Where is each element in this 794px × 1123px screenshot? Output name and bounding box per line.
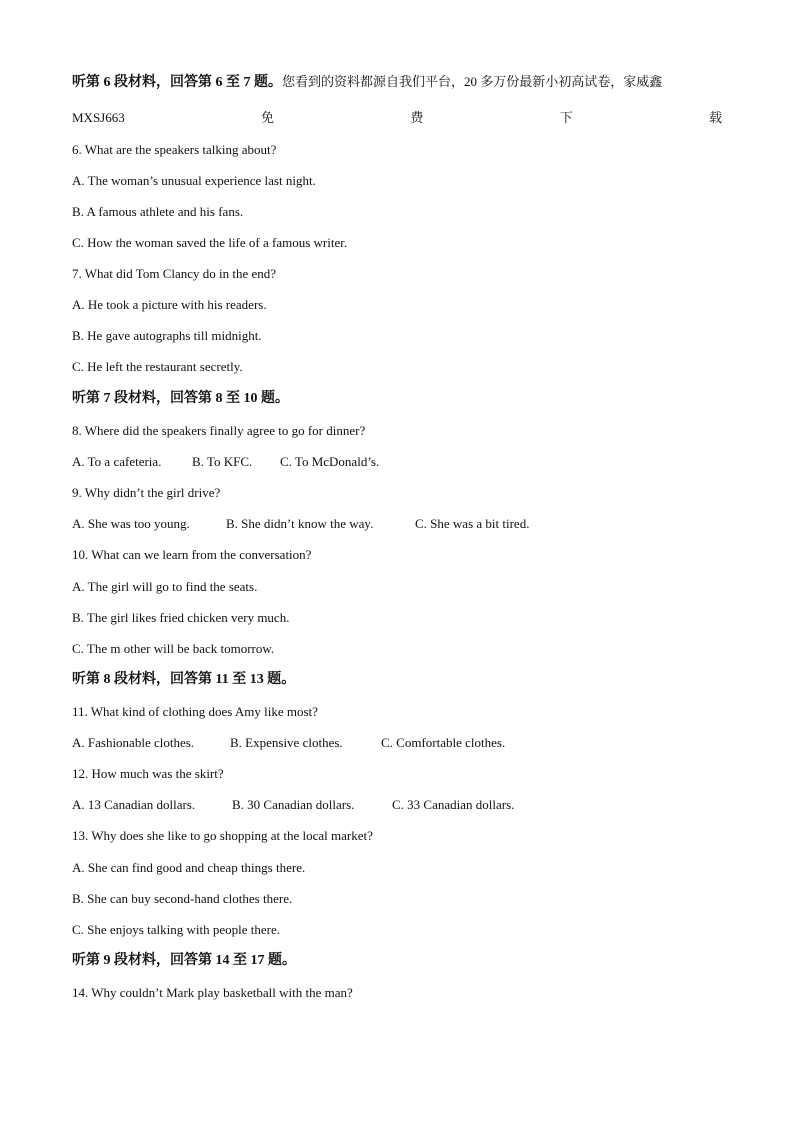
option-b: B. To KFC.: [192, 454, 253, 469]
option-a: A. The woman’s unusual experience last night.: [72, 173, 316, 188]
option-b: B. The girl likes fried chicken very much.: [72, 610, 290, 625]
options-row: [72, 516, 529, 532]
option-a: A. 13 Canadian dollars.: [72, 797, 196, 812]
question-text: 7. What did Tom Clancy do in the end?: [72, 266, 277, 281]
option-b: B. Expensive clothes.: [230, 735, 343, 750]
promo-char: 免: [261, 110, 275, 125]
option-a: A. To a cafeteria.: [72, 454, 162, 469]
question-text: 13. Why does she like to go shopping at the local market?: [72, 828, 373, 843]
option-b: B. A famous athlete and his fans.: [72, 204, 244, 219]
option-c: C. She enjoys talking with people there.: [72, 922, 280, 937]
option-b: B. He gave autographs till midnight.: [72, 328, 262, 343]
options-row: [72, 454, 379, 470]
option-c: C. Comfortable clothes.: [381, 735, 506, 750]
section-heading: 听第 8 段材料，回答第 11 至 13 题。: [72, 672, 296, 687]
promo-char: 载: [708, 110, 722, 125]
promo-line: [72, 110, 722, 126]
section-heading: 听第 9 段材料，回答第 14 至 17 题。: [72, 953, 296, 968]
option-c: C. She was a bit tired.: [415, 516, 530, 531]
option-a: A. He took a picture with his readers.: [72, 297, 267, 312]
option-a: A. She was too young.: [72, 516, 190, 531]
question-text: 6. What are the speakers talking about?: [72, 142, 277, 157]
question-text: 8. Where did the speakers finally agree to go for dinner?: [72, 423, 366, 438]
promo-note: 您看到的资料都源自我们平台，20 多万份最新小初高试卷，家威鑫: [282, 74, 663, 89]
options-row: [72, 797, 514, 813]
promo-char: 费: [410, 110, 424, 125]
option-b: B. She didn’t know the way.: [226, 516, 374, 531]
options-row: [72, 735, 505, 751]
promo-code: MXSJ663: [72, 110, 125, 125]
question-text: 12. How much was the skirt?: [72, 766, 224, 781]
section-heading: [72, 74, 662, 91]
option-c: C. How the woman saved the life of a famous writer.: [72, 235, 348, 250]
section-heading: 听第 7 段材料，回答第 8 至 10 题。: [72, 391, 289, 406]
question-text: 10. What can we learn from the conversation?: [72, 547, 312, 562]
option-a: A. The girl will go to find the seats.: [72, 579, 258, 594]
option-a: A. She can find good and cheap things there.: [72, 860, 306, 875]
option-c: C. 33 Canadian dollars.: [392, 797, 515, 812]
section-heading-text: 听第 6 段材料，回答第 6 至 7 题。: [72, 75, 282, 90]
option-b: B. She can buy second-hand clothes there.: [72, 891, 293, 906]
option-c: C. The m other will be back tomorrow.: [72, 641, 275, 656]
option-a: A. Fashionable clothes.: [72, 735, 195, 750]
question-text: 14. Why couldn’t Mark play basketball with the man?: [72, 985, 353, 1000]
question-text: 9. Why didn’t the girl drive?: [72, 485, 221, 500]
option-c: C. He left the restaurant secretly.: [72, 359, 243, 374]
promo-char: 下: [559, 110, 573, 125]
option-c: C. To McDonald’s.: [280, 454, 380, 469]
question-text: 11. What kind of clothing does Amy like most?: [72, 704, 318, 719]
option-b: B. 30 Canadian dollars.: [232, 797, 355, 812]
